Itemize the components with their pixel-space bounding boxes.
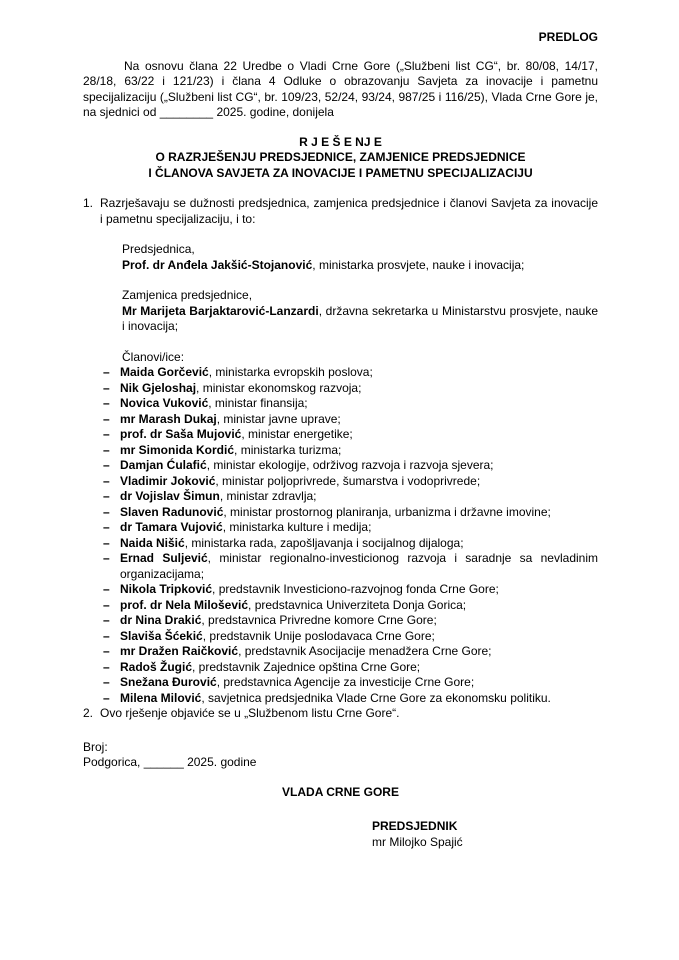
vice-president-line xyxy=(122,304,598,335)
item-2-body xyxy=(100,706,598,722)
member-item xyxy=(103,629,598,645)
member-desc: , ministarka evropskih poslova; xyxy=(208,365,373,379)
member-item xyxy=(103,412,598,428)
member-text xyxy=(120,691,598,707)
member-item xyxy=(103,691,598,707)
member-name: Ernad Suljević xyxy=(120,551,208,565)
member-name: Damjan Ćulafić xyxy=(120,458,207,472)
number-label: Broj: xyxy=(83,739,108,754)
dash-bullet-icon: – xyxy=(103,535,110,550)
member-desc: , predstavnica Privredne komore Crne Gore; xyxy=(201,613,437,627)
dash-bullet-icon: – xyxy=(103,644,110,658)
member-text xyxy=(120,474,598,490)
members-label: Članovi/ice: xyxy=(122,349,185,364)
dash-bullet-icon: – xyxy=(103,365,110,379)
member-text xyxy=(120,381,598,397)
member-name: prof. dr Nela Milošević xyxy=(120,597,249,612)
member-desc: , ministarka kulture i medija; xyxy=(222,520,372,534)
predlog-label: PREDLOG xyxy=(538,30,598,44)
vice-president-name: Mr Marijeta Barjaktarović-Lanzardi xyxy=(122,303,319,318)
member-item xyxy=(103,474,598,490)
item-2 xyxy=(83,706,598,722)
member-text xyxy=(120,660,598,676)
member-name: Snežana Đurović xyxy=(120,675,217,689)
member-text xyxy=(120,629,598,645)
member-item xyxy=(103,675,598,691)
member-item xyxy=(103,458,598,474)
dash-bullet-icon: – xyxy=(103,690,110,705)
member-text xyxy=(120,613,598,629)
dash-bullet-icon: – xyxy=(103,442,110,457)
member-item xyxy=(103,660,598,676)
item-2-number: 2. xyxy=(83,706,94,720)
member-name: prof. dr Saša Mujović xyxy=(120,427,242,441)
member-name: mr Marash Dukaj xyxy=(120,411,217,426)
member-desc: , ministar finansija; xyxy=(208,396,308,410)
member-name: Vladimir Joković xyxy=(120,473,216,488)
dash-bullet-icon: – xyxy=(103,597,110,612)
dash-bullet-icon: – xyxy=(103,489,110,503)
member-name: Slaviša Šćekić xyxy=(120,628,203,643)
member-name: mr Dražen Raičković xyxy=(120,644,239,658)
government-name: VLADA CRNE GORE xyxy=(282,784,399,799)
member-item xyxy=(103,520,598,536)
president-name: Prof. dr Anđela Jakšić-Stojanović xyxy=(122,257,313,272)
member-text xyxy=(120,551,598,582)
member-name: Milena Milović xyxy=(120,690,202,705)
vice-president-section xyxy=(122,288,598,335)
place-date: Podgorica, ______ 2025. godine xyxy=(83,755,257,769)
member-item xyxy=(103,381,598,397)
member-desc: , ministar ekologije, održivog razvoja i razvoja sjevera; xyxy=(206,458,494,472)
member-item xyxy=(103,365,598,381)
member-name: Novica Vuković xyxy=(120,396,209,410)
vice-president-desc: , državna sekretarka u Ministarstvu prosvjete, nauke i inovacija; xyxy=(122,303,598,333)
member-item xyxy=(103,598,598,614)
member-name: mr Simonida Kordić xyxy=(120,442,235,457)
president-line xyxy=(122,258,598,274)
item-1-number: 1. xyxy=(83,196,94,210)
signer-name: mr Milojko Spajić xyxy=(372,834,463,849)
dash-bullet-icon: – xyxy=(103,613,110,627)
member-desc: , predstavnica Univerziteta Donja Gorica; xyxy=(248,597,467,612)
member-item xyxy=(103,536,598,552)
dash-bullet-icon: – xyxy=(103,675,110,689)
member-text xyxy=(120,458,598,474)
member-item xyxy=(103,505,598,521)
dash-bullet-icon: – xyxy=(103,628,110,643)
decision-title: R J E Š E NJ E xyxy=(299,134,382,149)
dash-bullet-icon: – xyxy=(103,659,110,674)
president-section xyxy=(122,242,598,273)
member-desc: , predstavnik Investiciono-razvojnog fonda Crne Gore; xyxy=(212,582,499,596)
member-name: dr Nina Drakić xyxy=(120,613,202,627)
members-section xyxy=(100,350,598,707)
dash-bullet-icon: – xyxy=(103,458,110,472)
dash-bullet-icon: – xyxy=(103,473,110,488)
member-text xyxy=(120,582,598,598)
member-item xyxy=(103,396,598,412)
footer-left xyxy=(83,740,598,771)
member-text xyxy=(120,675,598,691)
member-text xyxy=(120,365,598,381)
member-text xyxy=(120,520,598,536)
member-name: Naida Nišić xyxy=(120,535,185,550)
member-item xyxy=(103,443,598,459)
members-list xyxy=(103,365,598,706)
decision-subtitle-line2: I ČLANOVA SAVJETA ZA INOVACIJE I PAMETNU SPECIJALIZACIJU xyxy=(148,165,533,180)
member-desc: , predstavnik Asocijacije menadžera Crne Gore; xyxy=(238,644,492,658)
member-name: Nik Gjeloshaj xyxy=(120,380,197,395)
member-name: dr Vojislav Šimun xyxy=(120,489,220,503)
member-item xyxy=(103,489,598,505)
dash-bullet-icon: – xyxy=(103,551,110,565)
dash-bullet-icon: – xyxy=(103,504,110,519)
item-1-text: Razrješavaju se dužnosti predsjednica, zamjenica predsjednice i članovi Savjeta za inovacije i pametnu specijalizaciju, i to: xyxy=(100,196,598,226)
member-name: Radoš Žugić xyxy=(120,659,193,674)
member-desc: , ministarka rada, zapošljavanja i socijalnog dijaloga; xyxy=(184,535,464,550)
member-desc: , savjetnica predsjednika Vlade Crne Gore za ekonomsku politiku. xyxy=(201,690,551,705)
member-desc: , ministar ekonomskog razvoja; xyxy=(196,380,362,395)
member-desc: , ministarka turizma; xyxy=(234,442,342,457)
member-desc: , predstavnik Unije poslodavaca Crne Gore; xyxy=(202,628,435,643)
decision-subtitle-line1: O RAZRJEŠENJU PREDSJEDNICE, ZAMJENICE PREDSJEDNICE xyxy=(155,150,526,164)
member-text xyxy=(120,427,598,443)
member-name: Maida Gorčević xyxy=(120,365,209,379)
member-desc: , ministar energetike; xyxy=(241,427,353,441)
member-desc: , ministar poljoprivrede, šumarstva i vodoprivrede; xyxy=(215,473,481,488)
dash-bullet-icon: – xyxy=(103,411,110,426)
member-name: Slaven Radunović xyxy=(120,504,224,519)
member-text xyxy=(120,536,598,552)
member-desc: , ministar prostornog planiranja, urbanizma i državne imovine; xyxy=(223,504,551,519)
member-text xyxy=(120,396,598,412)
member-desc: , ministar javne uprave; xyxy=(216,411,341,426)
member-item xyxy=(103,551,598,582)
member-text xyxy=(120,443,598,459)
item-1-body xyxy=(100,196,598,706)
president-label: Predsjednica, xyxy=(122,242,195,256)
intro-paragraph: Na osnovu člana 22 Uredbe o Vladi Crne Gore („Službeni list CG“, br. 80/08, 14/17, 28/18, 63/22 i 121/23) i člana 4 Odluke o obrazovanju Savjeta za inovacije i pametnu specijalizaciju („Službeni list CG“, br. 109/23, 52/24, 93/24, 987/25 i 116/25), Vlada Crne Gore je, na sjednici od ________ 2025. godine, donijela xyxy=(83,58,598,119)
member-text xyxy=(120,598,598,614)
item-2-text: Ovo rješenje objaviće se u „Službenom listu Crne Gore“. xyxy=(100,706,400,720)
member-item xyxy=(103,644,598,660)
member-name: Nikola Tripković xyxy=(120,582,213,596)
member-item xyxy=(103,427,598,443)
decision-heading xyxy=(83,135,598,182)
item-1 xyxy=(83,196,598,706)
dash-bullet-icon: – xyxy=(103,427,110,441)
member-text xyxy=(120,489,598,505)
member-desc: , ministar zdravlja; xyxy=(219,489,317,503)
dash-bullet-icon: – xyxy=(103,520,110,534)
member-item xyxy=(103,613,598,629)
member-name: dr Tamara Vujović xyxy=(120,520,223,534)
member-text xyxy=(120,505,598,521)
signature-block xyxy=(83,819,598,850)
vice-president-label: Zamjenica predsjednice, xyxy=(122,288,253,302)
dash-bullet-icon: – xyxy=(103,396,110,410)
member-text xyxy=(120,412,598,428)
member-desc: , predstavnik Zajednice opština Crne Gore; xyxy=(192,659,421,674)
dash-bullet-icon: – xyxy=(103,582,110,596)
member-item xyxy=(103,582,598,598)
dash-bullet-icon: – xyxy=(103,380,110,395)
member-desc: , ministar regionalno-investicionog razvoja i saradnje sa nevladinim organizacijama; xyxy=(120,551,598,581)
member-text xyxy=(120,644,598,660)
president-desc: , ministarka prosvjete, nauke i inovacija; xyxy=(312,257,525,272)
signer-title: PREDSJEDNIK xyxy=(372,819,458,833)
member-desc: , predstavnica Agencije za investicije Crne Gore; xyxy=(216,675,475,689)
